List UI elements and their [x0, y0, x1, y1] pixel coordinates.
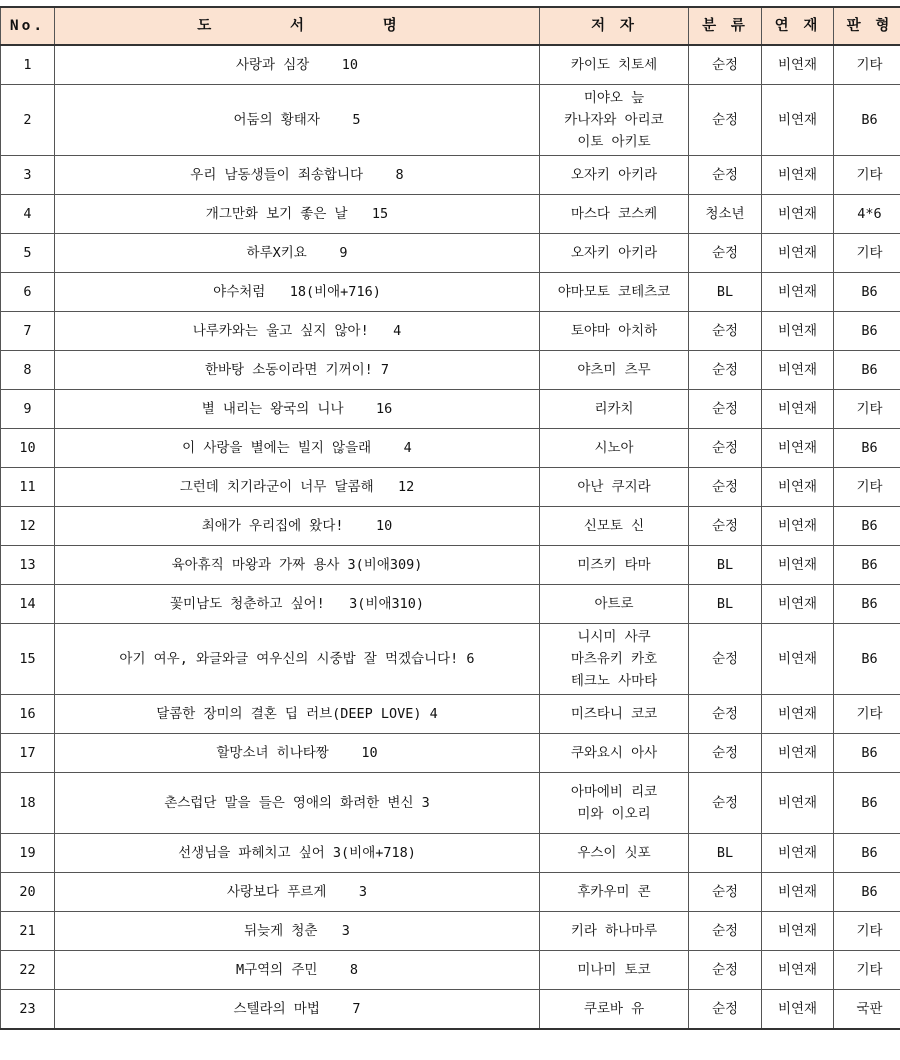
table-row — [1, 312, 900, 351]
table-row — [1, 45, 900, 85]
cell-author: 아트로 — [540, 585, 689, 624]
cell-category: 청소년 — [689, 195, 762, 234]
cell-format: B6 — [834, 585, 900, 624]
cell-author: 시노아 — [540, 429, 689, 468]
cell-serial: 비연재 — [762, 585, 834, 624]
table-row — [1, 390, 900, 429]
table-row — [1, 351, 900, 390]
table-row — [1, 429, 900, 468]
table-row — [1, 695, 900, 734]
cell-category: 순정 — [689, 507, 762, 546]
cell-author: 야츠미 츠무 — [540, 351, 689, 390]
cell-no: 15 — [1, 624, 55, 695]
cell-title: 한바탕 소동이라면 기꺼이! 7 — [55, 351, 540, 390]
cell-format: B6 — [834, 873, 900, 912]
cell-category: BL — [689, 585, 762, 624]
cell-title: 최애가 우리집에 왔다! 10 — [55, 507, 540, 546]
column-header-serial: 연 재 — [762, 7, 834, 45]
cell-category: 순정 — [689, 390, 762, 429]
cell-author: 미즈타니 코코 — [540, 695, 689, 734]
cell-title: 별 내리는 왕국의 니나 16 — [55, 390, 540, 429]
cell-no: 11 — [1, 468, 55, 507]
cell-title: 우리 남동생들이 죄송합니다 8 — [55, 156, 540, 195]
cell-author: 오자키 아키라 — [540, 156, 689, 195]
cell-category: 순정 — [689, 234, 762, 273]
cell-title: 달콤한 장미의 결혼 딥 러브(DEEP LOVE) 4 — [55, 695, 540, 734]
cell-serial: 비연재 — [762, 45, 834, 85]
table-row — [1, 156, 900, 195]
cell-format: B6 — [834, 507, 900, 546]
cell-author: 미나미 토코 — [540, 951, 689, 990]
cell-author: 후카우미 콘 — [540, 873, 689, 912]
table-row — [1, 273, 900, 312]
cell-no: 20 — [1, 873, 55, 912]
cell-title: 개그만화 보기 좋은 날 15 — [55, 195, 540, 234]
table-body — [1, 45, 900, 1029]
cell-no: 13 — [1, 546, 55, 585]
cell-no: 3 — [1, 156, 55, 195]
cell-author: 카이도 치토세 — [540, 45, 689, 85]
cell-format: B6 — [834, 734, 900, 773]
cell-no: 7 — [1, 312, 55, 351]
cell-serial: 비연재 — [762, 195, 834, 234]
cell-no: 2 — [1, 85, 55, 156]
cell-title: 아기 여우, 와글와글 여우신의 시중밥 잘 먹겠습니다! 6 — [55, 624, 540, 695]
table-row — [1, 873, 900, 912]
cell-serial: 비연재 — [762, 468, 834, 507]
cell-no: 23 — [1, 990, 55, 1030]
table-row — [1, 507, 900, 546]
table-row — [1, 468, 900, 507]
column-header-author: 저 자 — [540, 7, 689, 45]
cell-format: 기타 — [834, 951, 900, 990]
cell-author: 아난 쿠지라 — [540, 468, 689, 507]
cell-title: M구역의 주민 8 — [55, 951, 540, 990]
column-header-no: No. — [1, 7, 55, 45]
cell-category: 순정 — [689, 85, 762, 156]
cell-title: 촌스럽단 말을 들은 영애의 화려한 변신 3 — [55, 773, 540, 834]
cell-format: 4*6 — [834, 195, 900, 234]
cell-no: 12 — [1, 507, 55, 546]
cell-author: 키라 하나마루 — [540, 912, 689, 951]
cell-format: B6 — [834, 351, 900, 390]
cell-no: 16 — [1, 695, 55, 734]
cell-serial: 비연재 — [762, 312, 834, 351]
cell-author: 리카치 — [540, 390, 689, 429]
cell-format: 기타 — [834, 912, 900, 951]
cell-category: 순정 — [689, 912, 762, 951]
cell-title: 할망소녀 히나타짱 10 — [55, 734, 540, 773]
cell-serial: 비연재 — [762, 85, 834, 156]
table-row — [1, 85, 900, 156]
cell-serial: 비연재 — [762, 990, 834, 1030]
cell-category: 순정 — [689, 873, 762, 912]
cell-no: 10 — [1, 429, 55, 468]
cell-serial: 비연재 — [762, 695, 834, 734]
cell-category: 순정 — [689, 468, 762, 507]
table-row — [1, 990, 900, 1030]
cell-format: B6 — [834, 273, 900, 312]
cell-author: 마스다 코스케 — [540, 195, 689, 234]
cell-serial: 비연재 — [762, 951, 834, 990]
cell-title: 야수처럼 18(비애+716) — [55, 273, 540, 312]
cell-format: 기타 — [834, 695, 900, 734]
cell-author: 야마모토 코테츠코 — [540, 273, 689, 312]
cell-serial: 비연재 — [762, 873, 834, 912]
table-row — [1, 624, 900, 695]
cell-title: 뒤늦게 청춘 3 — [55, 912, 540, 951]
table-row — [1, 546, 900, 585]
cell-category: 순정 — [689, 990, 762, 1030]
cell-title: 그런데 치기라군이 너무 달콤해 12 — [55, 468, 540, 507]
column-header-format: 판 형 — [834, 7, 900, 45]
cell-category: 순정 — [689, 695, 762, 734]
cell-title: 사랑보다 푸르게 3 — [55, 873, 540, 912]
table-row — [1, 585, 900, 624]
cell-category: 순정 — [689, 773, 762, 834]
cell-author: 니시미 사쿠 마츠유키 카호 테크노 사마타 — [540, 624, 689, 695]
table-row — [1, 773, 900, 834]
cell-title: 꽃미남도 청춘하고 싶어! 3(비애310) — [55, 585, 540, 624]
cell-category: 순정 — [689, 45, 762, 85]
column-header-category: 분 류 — [689, 7, 762, 45]
cell-no: 1 — [1, 45, 55, 85]
table-row — [1, 912, 900, 951]
book-list-table — [0, 6, 900, 1030]
cell-no: 6 — [1, 273, 55, 312]
cell-category: 순정 — [689, 624, 762, 695]
cell-format: 기타 — [834, 156, 900, 195]
cell-format: 기타 — [834, 234, 900, 273]
cell-category: 순정 — [689, 429, 762, 468]
cell-author: 미야오 늪 카나자와 아리코 이토 아키토 — [540, 85, 689, 156]
cell-category: 순정 — [689, 312, 762, 351]
cell-category: 순정 — [689, 351, 762, 390]
cell-author: 신모토 신 — [540, 507, 689, 546]
cell-serial: 비연재 — [762, 624, 834, 695]
cell-serial: 비연재 — [762, 234, 834, 273]
cell-serial: 비연재 — [762, 156, 834, 195]
cell-no: 19 — [1, 834, 55, 873]
cell-no: 9 — [1, 390, 55, 429]
cell-no: 22 — [1, 951, 55, 990]
cell-no: 17 — [1, 734, 55, 773]
cell-title: 스텔라의 마법 7 — [55, 990, 540, 1030]
cell-title: 이 사랑을 별에는 빌지 않을래 4 — [55, 429, 540, 468]
cell-format: 기타 — [834, 468, 900, 507]
cell-format: B6 — [834, 312, 900, 351]
cell-category: BL — [689, 834, 762, 873]
cell-category: 순정 — [689, 951, 762, 990]
cell-category: 순정 — [689, 734, 762, 773]
cell-serial: 비연재 — [762, 429, 834, 468]
cell-format: 국판 — [834, 990, 900, 1030]
cell-author: 토야마 아치하 — [540, 312, 689, 351]
cell-serial: 비연재 — [762, 834, 834, 873]
cell-format: B6 — [834, 834, 900, 873]
cell-format: B6 — [834, 773, 900, 834]
cell-title: 사랑과 심장 10 — [55, 45, 540, 85]
cell-serial: 비연재 — [762, 507, 834, 546]
cell-format: 기타 — [834, 45, 900, 85]
cell-serial: 비연재 — [762, 351, 834, 390]
cell-author: 미즈키 타마 — [540, 546, 689, 585]
cell-no: 18 — [1, 773, 55, 834]
cell-author: 아마에비 리코 미와 이오리 — [540, 773, 689, 834]
cell-author: 오자키 아키라 — [540, 234, 689, 273]
table-row — [1, 951, 900, 990]
cell-category: BL — [689, 273, 762, 312]
cell-format: B6 — [834, 85, 900, 156]
column-header-title: 도 서 명 — [55, 7, 540, 45]
cell-no: 8 — [1, 351, 55, 390]
cell-format: B6 — [834, 546, 900, 585]
cell-title: 하루X키요 9 — [55, 234, 540, 273]
cell-serial: 비연재 — [762, 773, 834, 834]
cell-serial: 비연재 — [762, 546, 834, 585]
cell-title: 어둠의 황태자 5 — [55, 85, 540, 156]
cell-serial: 비연재 — [762, 734, 834, 773]
cell-author: 쿠로바 유 — [540, 990, 689, 1030]
cell-serial: 비연재 — [762, 912, 834, 951]
cell-author: 쿠와요시 아사 — [540, 734, 689, 773]
cell-serial: 비연재 — [762, 273, 834, 312]
cell-format: B6 — [834, 429, 900, 468]
cell-author: 우스이 싯포 — [540, 834, 689, 873]
cell-format: B6 — [834, 624, 900, 695]
cell-category: 순정 — [689, 156, 762, 195]
cell-no: 21 — [1, 912, 55, 951]
table-row — [1, 195, 900, 234]
cell-category: BL — [689, 546, 762, 585]
cell-title: 선생님을 파헤치고 싶어 3(비애+718) — [55, 834, 540, 873]
table-row — [1, 734, 900, 773]
table-row — [1, 834, 900, 873]
cell-format: 기타 — [834, 390, 900, 429]
cell-no: 5 — [1, 234, 55, 273]
table-header — [1, 7, 900, 45]
cell-title: 육아휴직 마왕과 가짜 용사 3(비애309) — [55, 546, 540, 585]
cell-no: 14 — [1, 585, 55, 624]
cell-no: 4 — [1, 195, 55, 234]
cell-title: 나루카와는 울고 싶지 않아! 4 — [55, 312, 540, 351]
table-row — [1, 234, 900, 273]
cell-serial: 비연재 — [762, 390, 834, 429]
